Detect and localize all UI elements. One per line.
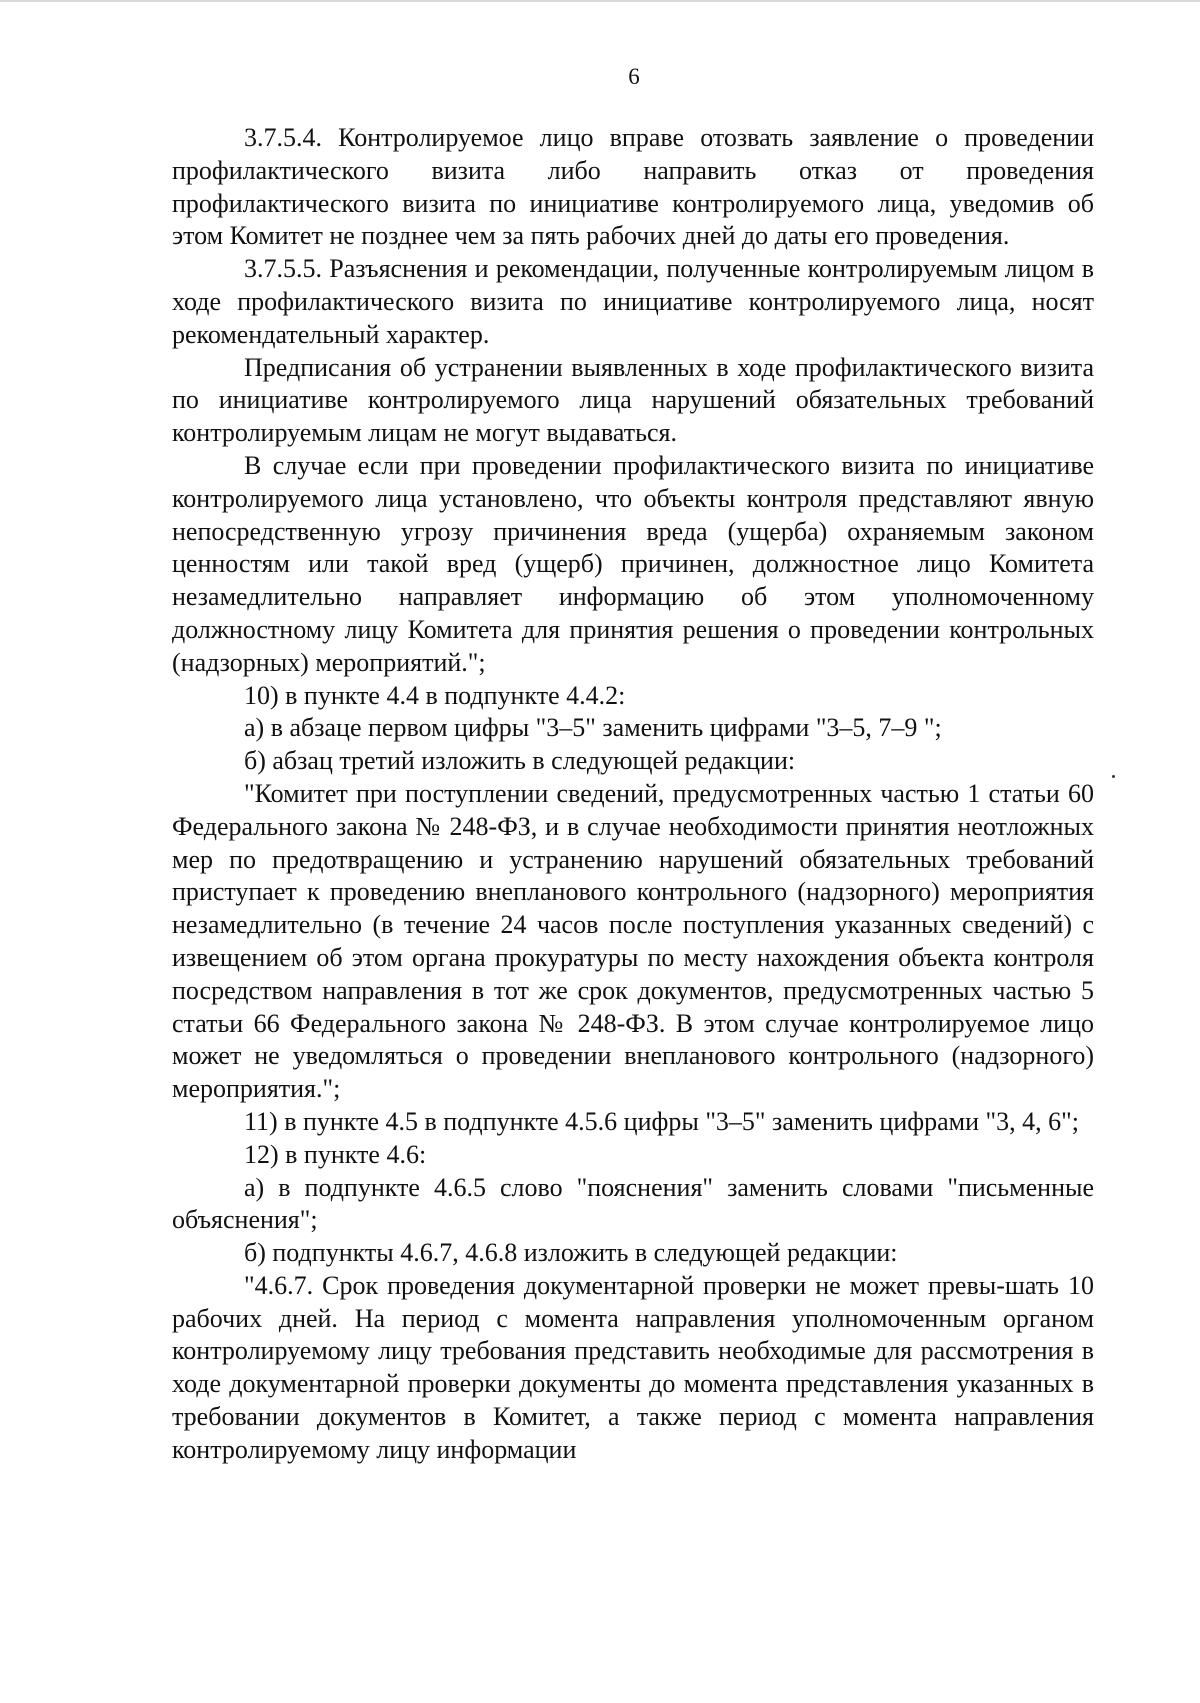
paragraph-3-7-5-5: 3.7.5.5. Разъяснения и рекомендации, полученные контролируемым лицом в ходе профилактического визита по инициативе контролируемого лица, носят рекомендательный характер. (172, 254, 1094, 349)
paragraph-prescriptions: Предписания об устранении выявленных в ходе профилактического визита по инициативе контролируемого лица нарушений обязательных требований контролируемым лицам не могут выдаваться. (172, 352, 1094, 448)
paragraph-item-12-a: а) в подпункте 4.6.5 слово "пояснения" заменить словами "письменные объяснения"; (172, 1172, 1094, 1235)
paragraph-committee-quote: "Комитет при поступлении сведений, предусмотренных частью 1 статьи 60 Федерального закона № 248-ФЗ, и в случае необходимости принятия неотложных мер по предотвращению и устранению нарушений обязательных требований приступает к проведению внепланового контрольного (надзорного) мероприятия незамедлительно (в течение 24 часов после поступления указанных сведений) с извещением об этом органа прокуратуры по месту нахождения объекта контроля посредством направления в тот же срок документов, предусмотренных частью 5 статьи 66 Федерального закона № 248-ФЗ. В этом случае контролируемое лицо может не уведомляться о проведении внепланового контрольного (надзорного) мероприятия."; (172, 778, 1094, 1104)
paragraph-threat-case: В случае если при проведении профилактического визита по инициативе контролируемого лица установлено, что объекты контроля представляют явную непосредственную угрозу причинения вреда (ущерба) охраняемым законом ценностям или такой вред (ущерб) причинен, должностное лицо Комитета незамедлительно направляет информацию об этом уполномоченному должностному лицу Комитета для принятия решения о проведении контрольных (надзорных) мероприятий."; (172, 450, 1094, 677)
scan-speck (1112, 775, 1115, 778)
paragraph-item-11: 11) в пункте 4.5 в подпункте 4.5.6 цифры "3–5" заменить цифрами "3, 4, 6"; (244, 1106, 1079, 1136)
paragraph-item-12-b: б) подпункты 4.6.7, 4.6.8 изложить в следующей редакции: (244, 1238, 898, 1268)
paragraph-item-10-a: а) в абзаце первом цифры "3–5" заменить цифрами "3–5, 7–9 "; (244, 713, 942, 743)
document-body (172, 122, 1094, 1467)
paragraph-3-7-5-4: 3.7.5.4. Контролируемое лицо вправе отозвать заявление о проведении профилактического визита либо направить отказ от проведения профилактического визита по инициативе контролируемого лица, уведомив об этом Комитет не позднее чем за пять рабочих дней до даты его проведения. (172, 123, 1094, 251)
paragraph-4-6-7: "4.6.7. Срок проведения документарной проверки не может превы-шать 10 рабочих дней. На период с момента направления уполномоченным органом контролируемому лицу требования представить необходимые для рассмотрения в ходе документарной проверки документы до момента представления указанных в требовании документов в Комитет, а также период с момента направления контролируемому лицу информации (172, 1270, 1094, 1464)
paragraph-item-10: 10) в пункте 4.4 в подпункте 4.4.2: (244, 680, 626, 710)
paragraph-item-12: 12) в пункте 4.6: (244, 1139, 427, 1169)
paragraph-item-10-b: б) абзац третий изложить в следующей редакции: (244, 746, 796, 776)
scan-edge (0, 0, 1200, 2)
page-number: 6 (628, 64, 640, 89)
